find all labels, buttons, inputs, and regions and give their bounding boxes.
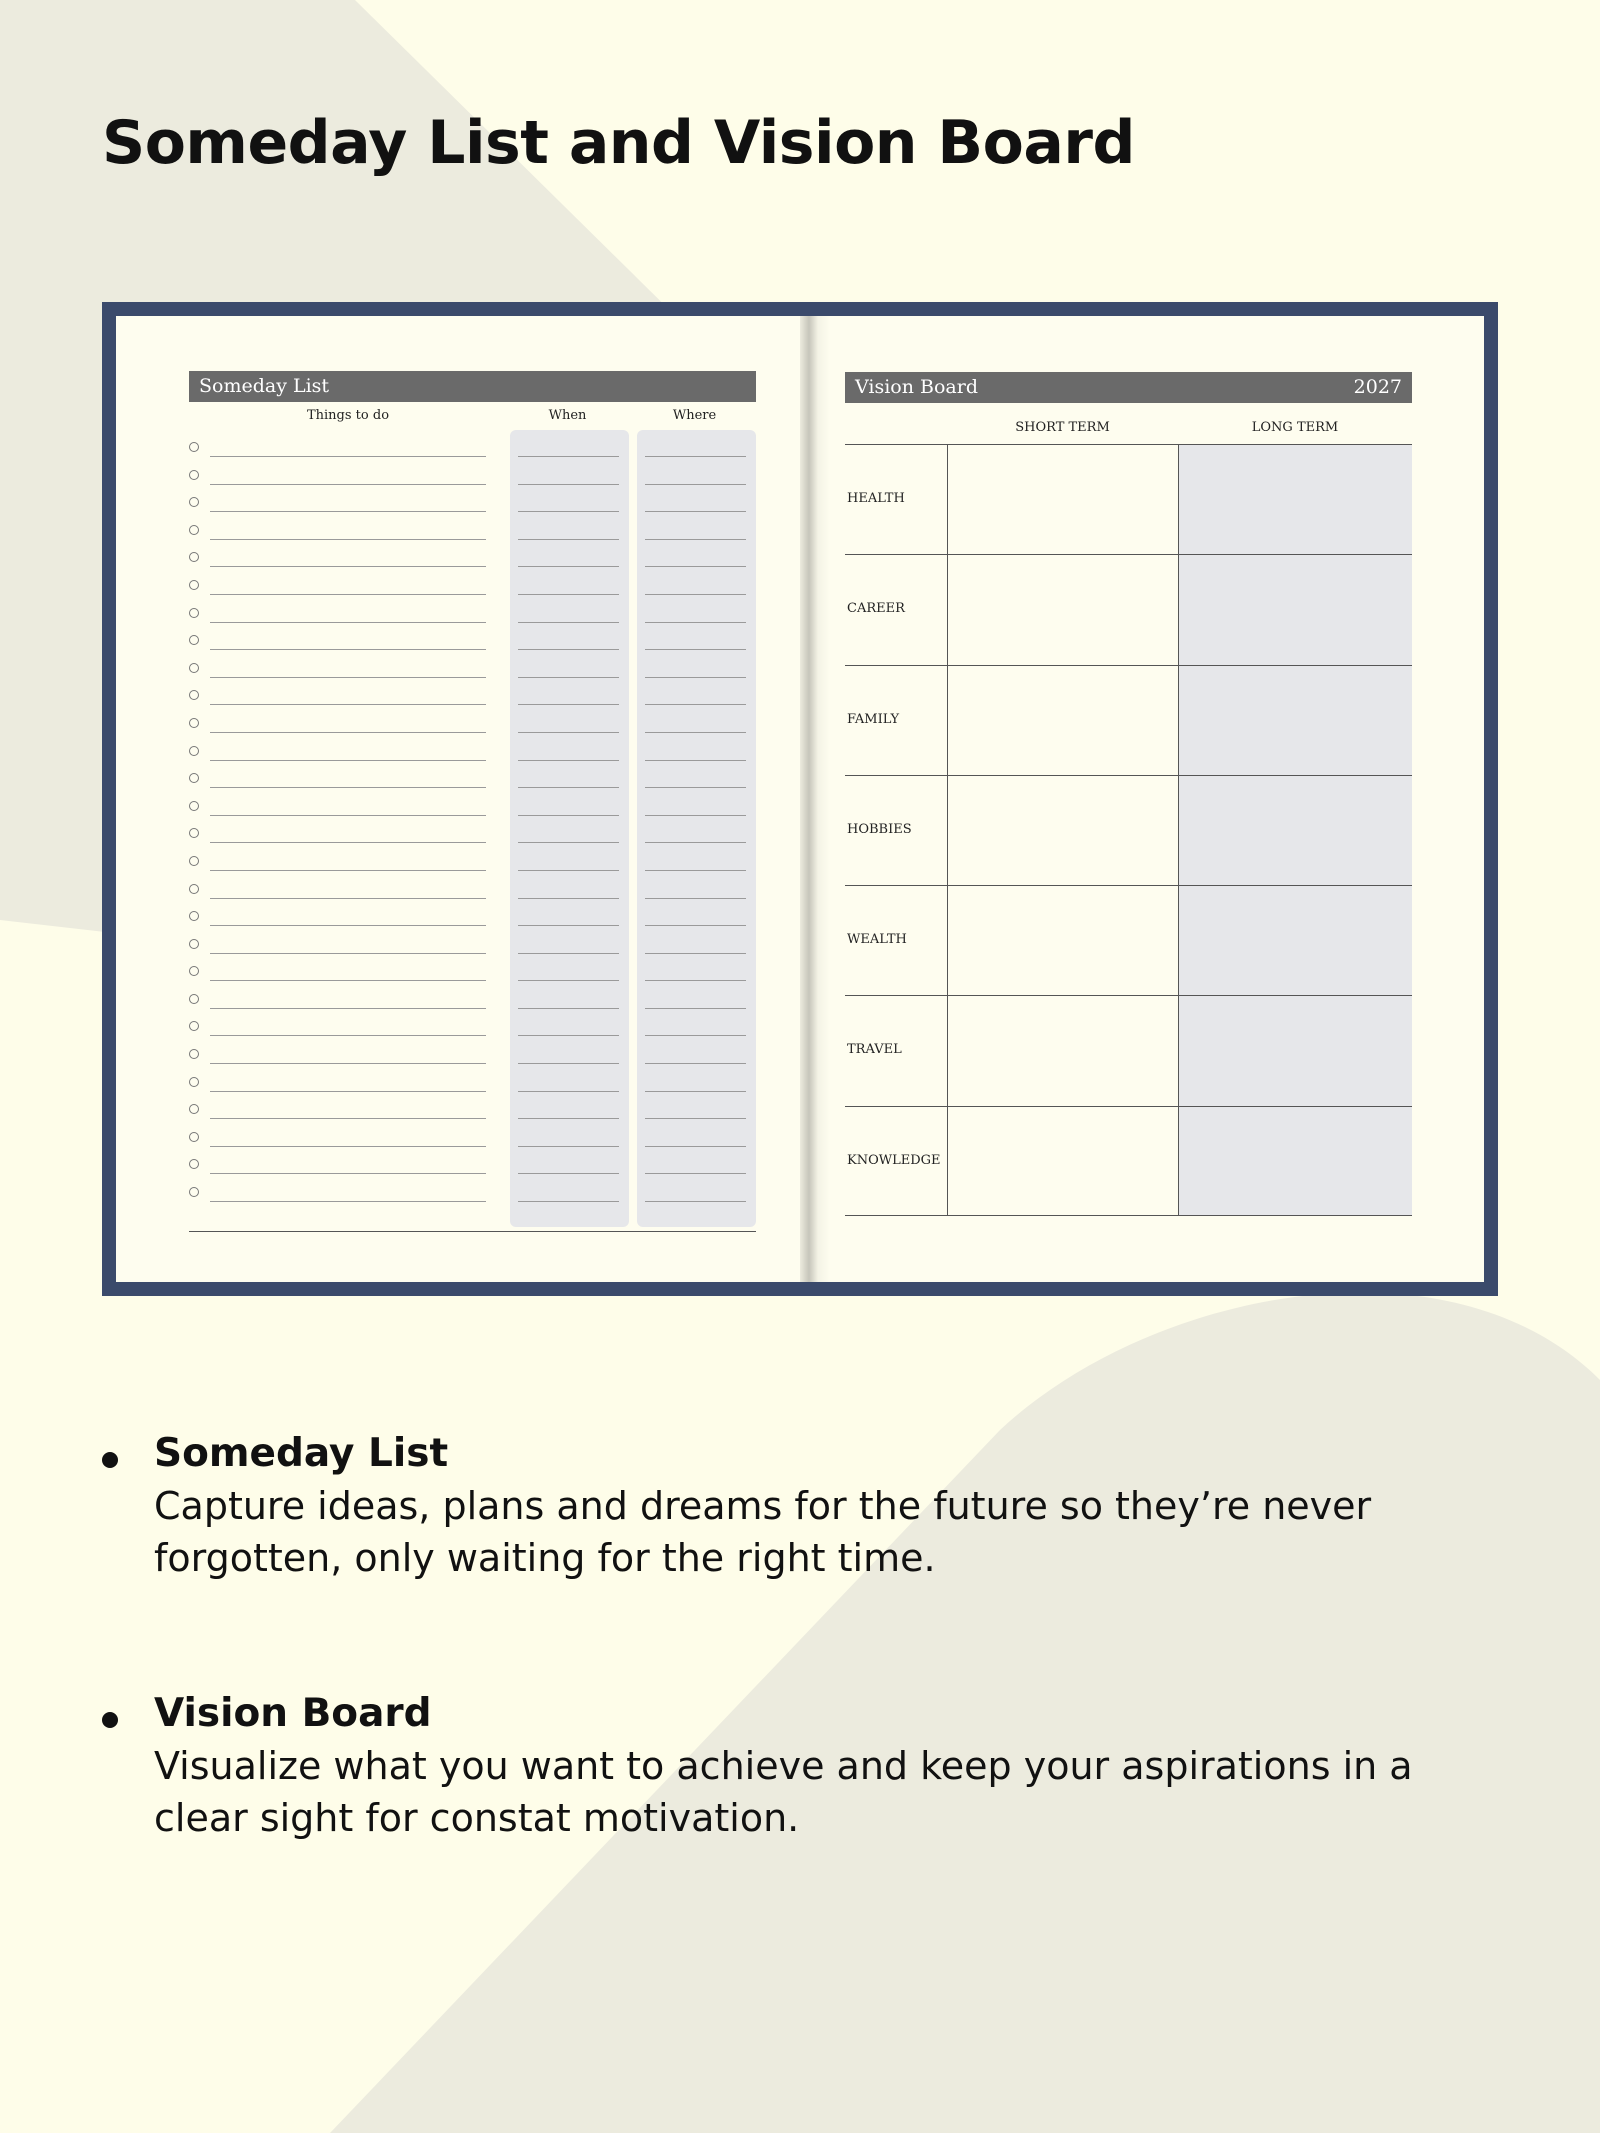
checkbox-circle-icon[interactable] [189,828,199,838]
category-label: CAREER [847,601,905,617]
list-item [189,598,756,626]
someday-list-header: Someday List [189,371,756,402]
task-line[interactable] [210,677,486,678]
checkbox-circle-icon[interactable] [189,525,199,535]
checkbox-circle-icon[interactable] [189,663,199,673]
bullet-icon [102,1712,118,1728]
when-line[interactable] [518,1008,619,1009]
where-line[interactable] [645,704,746,705]
long-term-cell[interactable] [1178,666,1412,775]
list-item [189,1039,756,1067]
when-line[interactable] [518,704,619,705]
where-line[interactable] [645,1008,746,1009]
list-item [189,763,756,791]
checkbox-circle-icon[interactable] [189,1187,199,1197]
list-item [189,956,756,984]
checkbox-circle-icon[interactable] [189,580,199,590]
short-term-cell[interactable] [947,555,1178,664]
description-text: Visualize what you want to achieve and keep your aspirations in a clear sight for constat motivation. [154,1744,1413,1840]
checkbox-circle-icon[interactable] [189,911,199,921]
task-line[interactable] [210,842,486,843]
long-term-cell[interactable] [1178,555,1412,664]
checkbox-circle-icon[interactable] [189,718,199,728]
list-item [189,570,756,598]
where-line[interactable] [645,539,746,540]
long-term-cell[interactable] [1178,445,1412,554]
where-line[interactable] [645,511,746,512]
list-item [189,432,756,460]
when-line[interactable] [518,539,619,540]
list-item [189,1067,756,1095]
description-text: Capture ideas, plans and dreams for the future so they’re never forgotten, only waiting for the right time. [154,1484,1372,1580]
checkbox-circle-icon[interactable] [189,608,199,618]
when-line[interactable] [518,870,619,871]
category-label: TRAVEL [847,1042,902,1058]
when-line[interactable] [518,898,619,899]
where-line[interactable] [645,1146,746,1147]
vision-board-row [845,775,1412,885]
category-label: HEALTH [847,491,905,506]
checkbox-circle-icon[interactable] [189,1077,199,1087]
someday-list-bottom-rule [189,1231,756,1232]
when-line[interactable] [518,566,619,567]
task-line[interactable] [210,1146,486,1147]
task-line[interactable] [210,1173,486,1174]
checkbox-circle-icon[interactable] [189,1021,199,1031]
when-line[interactable] [518,815,619,816]
list-item [189,680,756,708]
checkbox-circle-icon[interactable] [189,1104,199,1114]
when-line[interactable] [518,594,619,595]
where-line[interactable] [645,760,746,761]
list-item [189,1094,756,1122]
list-item [189,708,756,736]
when-line[interactable] [518,484,619,485]
description-someday-list [102,1428,1452,1584]
task-line[interactable] [210,594,486,595]
list-item [189,515,756,543]
checkbox-circle-icon[interactable] [189,773,199,783]
task-line[interactable] [210,1091,486,1092]
when-line[interactable] [518,925,619,926]
task-line[interactable] [210,1008,486,1009]
where-line[interactable] [645,622,746,623]
checkbox-circle-icon[interactable] [189,1132,199,1142]
checkbox-circle-icon[interactable] [189,884,199,894]
where-line[interactable] [645,484,746,485]
checkbox-circle-icon[interactable] [189,1159,199,1169]
where-line[interactable] [645,898,746,899]
description-title: Someday List [154,1431,449,1476]
vision-board-row [845,444,1412,554]
short-term-cell[interactable] [947,996,1178,1105]
vision-board-row [845,554,1412,664]
long-term-cell[interactable] [1178,1107,1412,1215]
checkbox-circle-icon[interactable] [189,746,199,756]
vision-board-year: 2027 [1353,376,1402,398]
things-to-do-column-header: Things to do [306,408,390,423]
list-item [189,1122,756,1150]
checkbox-circle-icon[interactable] [189,856,199,866]
someday-list-page [116,316,800,1282]
list-item [189,929,756,957]
task-line[interactable] [210,815,486,816]
list-item [189,1149,756,1177]
task-line[interactable] [210,732,486,733]
task-line[interactable] [210,953,486,954]
category-label: HOBBIES [847,821,912,837]
where-line[interactable] [645,649,746,650]
checkbox-circle-icon[interactable] [189,966,199,976]
where-line[interactable] [645,1201,746,1202]
vision-board-row [845,885,1412,995]
checkbox-circle-icon[interactable] [189,690,199,700]
where-line[interactable] [645,732,746,733]
planner-book [102,302,1498,1296]
list-item [189,846,756,874]
task-line[interactable] [210,511,486,512]
where-line[interactable] [645,842,746,843]
when-line[interactable] [518,842,619,843]
task-line[interactable] [210,760,486,761]
page-title: Someday List and Vision Board [102,108,1135,178]
list-item [189,984,756,1012]
task-line[interactable] [210,870,486,871]
where-line[interactable] [645,815,746,816]
where-column-header: Where [672,408,717,423]
planner-pages [116,316,1484,1282]
long-term-column-header: LONG TERM [1251,420,1339,435]
when-line[interactable] [518,456,619,457]
long-term-cell[interactable] [1178,996,1412,1105]
checkbox-circle-icon[interactable] [189,442,199,452]
vision-board-table [845,444,1412,1216]
task-line[interactable] [210,456,486,457]
where-line[interactable] [645,870,746,871]
task-line[interactable] [210,925,486,926]
where-line[interactable] [645,566,746,567]
list-item [189,874,756,902]
task-line[interactable] [210,704,486,705]
where-line[interactable] [645,1091,746,1092]
when-line[interactable] [518,1201,619,1202]
when-line[interactable] [518,787,619,788]
vision-board-row [845,995,1412,1105]
where-line[interactable] [645,1173,746,1174]
where-line[interactable] [645,456,746,457]
task-line[interactable] [210,1118,486,1119]
checkbox-circle-icon[interactable] [189,497,199,507]
when-line[interactable] [518,511,619,512]
vision-board-row [845,665,1412,775]
when-line[interactable] [518,1091,619,1092]
list-item [189,625,756,653]
when-line[interactable] [518,1146,619,1147]
short-term-cell[interactable] [947,776,1178,885]
description-vision-board [102,1688,1452,1844]
vision-board-page [816,316,1484,1282]
when-line[interactable] [518,732,619,733]
task-line[interactable] [210,622,486,623]
when-line[interactable] [518,760,619,761]
where-line[interactable] [645,925,746,926]
category-label: KNOWLEDGE [847,1152,941,1168]
checkbox-circle-icon[interactable] [189,470,199,480]
short-term-cell[interactable] [947,445,1178,554]
list-item [189,1177,756,1205]
when-line[interactable] [518,1035,619,1036]
task-line[interactable] [210,484,486,485]
list-item [189,791,756,819]
task-line[interactable] [210,1201,486,1202]
short-term-cell[interactable] [947,666,1178,775]
short-term-cell[interactable] [947,886,1178,995]
where-line[interactable] [645,677,746,678]
when-line[interactable] [518,649,619,650]
long-term-cell[interactable] [1178,776,1412,885]
checkbox-circle-icon[interactable] [189,801,199,811]
where-line[interactable] [645,953,746,954]
task-line[interactable] [210,787,486,788]
where-line[interactable] [645,594,746,595]
vision-board-header [845,372,1412,403]
where-line[interactable] [645,1035,746,1036]
where-line[interactable] [645,1063,746,1064]
task-line[interactable] [210,898,486,899]
task-line[interactable] [210,1035,486,1036]
where-line[interactable] [645,980,746,981]
list-item [189,818,756,846]
vision-board-title: Vision Board [855,376,978,398]
list-item [189,653,756,681]
someday-list-rows [189,432,756,1205]
description-title: Vision Board [154,1691,432,1736]
task-line[interactable] [210,1063,486,1064]
category-label: FAMILY [847,711,900,727]
when-line[interactable] [518,1173,619,1174]
when-line[interactable] [518,677,619,678]
when-line[interactable] [518,622,619,623]
list-item [189,736,756,764]
task-line[interactable] [210,566,486,567]
checkbox-circle-icon[interactable] [189,939,199,949]
long-term-cell[interactable] [1178,886,1412,995]
checkbox-circle-icon[interactable] [189,1049,199,1059]
list-item [189,1011,756,1039]
where-line[interactable] [645,787,746,788]
list-item [189,542,756,570]
task-line[interactable] [210,649,486,650]
when-line[interactable] [518,1063,619,1064]
when-line[interactable] [518,1118,619,1119]
checkbox-circle-icon[interactable] [189,635,199,645]
task-line[interactable] [210,539,486,540]
short-term-cell[interactable] [947,1107,1178,1215]
checkbox-circle-icon[interactable] [189,994,199,1004]
task-line[interactable] [210,980,486,981]
where-line[interactable] [645,1118,746,1119]
list-item [189,460,756,488]
vision-board-row [845,1106,1412,1216]
list-item [189,487,756,515]
short-term-column-header: SHORT TERM [1015,420,1110,435]
when-column-header: When [548,408,587,423]
when-line[interactable] [518,980,619,981]
list-item [189,901,756,929]
when-line[interactable] [518,953,619,954]
bullet-icon [102,1452,118,1468]
checkbox-circle-icon[interactable] [189,552,199,562]
category-label: WEALTH [847,932,907,948]
